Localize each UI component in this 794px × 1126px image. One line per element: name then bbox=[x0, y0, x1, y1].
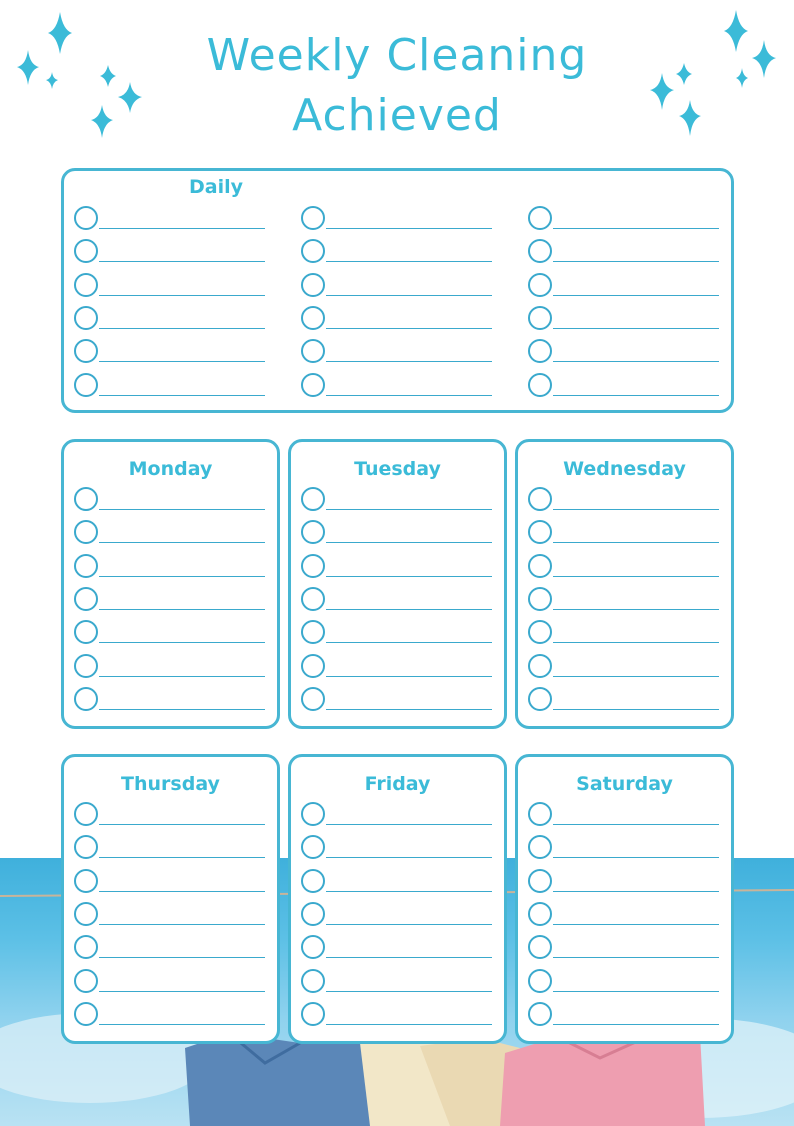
checklist-item bbox=[528, 687, 719, 711]
write-in-line[interactable] bbox=[99, 924, 265, 925]
page-title-line-1: Weekly Cleaning bbox=[206, 30, 588, 81]
write-in-line[interactable] bbox=[99, 1024, 265, 1025]
write-in-line[interactable] bbox=[326, 924, 492, 925]
checklist-item bbox=[301, 206, 492, 230]
write-in-line[interactable] bbox=[99, 576, 265, 577]
checkbox[interactable] bbox=[528, 935, 552, 959]
checklist-item bbox=[74, 373, 265, 397]
write-in-line[interactable] bbox=[553, 576, 719, 577]
write-in-line[interactable] bbox=[326, 576, 492, 577]
monday-card bbox=[61, 439, 280, 729]
write-in-line[interactable] bbox=[99, 709, 265, 710]
saturday-card bbox=[515, 754, 734, 1044]
write-in-line[interactable] bbox=[99, 261, 265, 262]
write-in-line[interactable] bbox=[553, 609, 719, 610]
checklist-item bbox=[301, 902, 492, 926]
checklist-item bbox=[301, 587, 492, 611]
write-in-line[interactable] bbox=[99, 361, 265, 362]
checklist-item bbox=[74, 902, 265, 926]
checkbox[interactable] bbox=[528, 902, 552, 926]
write-in-line[interactable] bbox=[553, 261, 719, 262]
checkbox[interactable] bbox=[528, 969, 552, 993]
write-in-line[interactable] bbox=[553, 957, 719, 958]
checklist-item bbox=[528, 802, 719, 826]
checkbox[interactable] bbox=[301, 869, 325, 893]
checklist-item bbox=[301, 1002, 492, 1026]
daily-card bbox=[61, 168, 734, 413]
checkbox[interactable] bbox=[301, 969, 325, 993]
checklist-item bbox=[74, 802, 265, 826]
checklist-item bbox=[74, 969, 265, 993]
write-in-line[interactable] bbox=[326, 361, 492, 362]
checklist-item bbox=[301, 802, 492, 826]
checkbox[interactable] bbox=[301, 654, 325, 678]
write-in-line[interactable] bbox=[99, 891, 265, 892]
checkbox[interactable] bbox=[528, 520, 552, 544]
write-in-line[interactable] bbox=[553, 1024, 719, 1025]
checklist-item bbox=[301, 239, 492, 263]
write-in-line[interactable] bbox=[326, 824, 492, 825]
checkbox[interactable] bbox=[528, 802, 552, 826]
checkbox[interactable] bbox=[301, 802, 325, 826]
write-in-line[interactable] bbox=[326, 957, 492, 958]
checkbox[interactable] bbox=[528, 306, 552, 330]
checklist-item bbox=[528, 835, 719, 859]
checkbox[interactable] bbox=[528, 339, 552, 363]
wednesday-card bbox=[515, 439, 734, 729]
checklist-item bbox=[74, 869, 265, 893]
checklist-item bbox=[301, 869, 492, 893]
write-in-line[interactable] bbox=[99, 609, 265, 610]
write-in-line[interactable] bbox=[553, 924, 719, 925]
write-in-line[interactable] bbox=[553, 509, 719, 510]
checkbox[interactable] bbox=[301, 554, 325, 578]
write-in-line[interactable] bbox=[553, 328, 719, 329]
wednesday-title: Wednesday bbox=[563, 458, 686, 480]
checkbox[interactable] bbox=[301, 835, 325, 859]
checklist-item bbox=[301, 273, 492, 297]
page-title bbox=[0, 26, 794, 146]
tuesday-card bbox=[288, 439, 507, 729]
checkbox[interactable] bbox=[528, 554, 552, 578]
write-in-line[interactable] bbox=[326, 542, 492, 543]
write-in-line[interactable] bbox=[326, 857, 492, 858]
checklist-item bbox=[301, 487, 492, 511]
write-in-line[interactable] bbox=[553, 295, 719, 296]
checkbox[interactable] bbox=[74, 1002, 98, 1026]
monday-title: Monday bbox=[128, 458, 213, 480]
checklist-item bbox=[528, 969, 719, 993]
checklist-item bbox=[74, 487, 265, 511]
write-in-line[interactable] bbox=[326, 1024, 492, 1025]
write-in-line[interactable] bbox=[99, 295, 265, 296]
checklist-item bbox=[301, 339, 492, 363]
checkbox[interactable] bbox=[74, 654, 98, 678]
write-in-line[interactable] bbox=[326, 509, 492, 510]
checklist-item bbox=[74, 306, 265, 330]
checklist-item bbox=[528, 869, 719, 893]
checklist-item bbox=[74, 835, 265, 859]
write-in-line[interactable] bbox=[553, 642, 719, 643]
checkbox[interactable] bbox=[528, 273, 552, 297]
checkbox[interactable] bbox=[301, 1002, 325, 1026]
checklist-item bbox=[74, 620, 265, 644]
checkbox[interactable] bbox=[301, 487, 325, 511]
checklist-item bbox=[528, 306, 719, 330]
checkbox[interactable] bbox=[74, 520, 98, 544]
checkbox[interactable] bbox=[74, 273, 98, 297]
write-in-line[interactable] bbox=[553, 676, 719, 677]
checklist-item bbox=[301, 654, 492, 678]
write-in-line[interactable] bbox=[326, 395, 492, 396]
write-in-line[interactable] bbox=[326, 261, 492, 262]
checkbox[interactable] bbox=[301, 206, 325, 230]
checkbox[interactable] bbox=[74, 902, 98, 926]
checkbox[interactable] bbox=[74, 835, 98, 859]
checkbox[interactable] bbox=[301, 520, 325, 544]
thursday-title: Thursday bbox=[121, 773, 220, 795]
checklist-item bbox=[528, 554, 719, 578]
write-in-line[interactable] bbox=[553, 709, 719, 710]
checklist-item bbox=[74, 239, 265, 263]
write-in-line[interactable] bbox=[326, 609, 492, 610]
friday-title: Friday bbox=[364, 773, 431, 795]
checklist-item bbox=[528, 339, 719, 363]
checklist-item bbox=[301, 620, 492, 644]
checklist-item bbox=[301, 935, 492, 959]
checkbox[interactable] bbox=[74, 554, 98, 578]
checklist-item bbox=[528, 654, 719, 678]
checklist-item bbox=[528, 520, 719, 544]
checklist-item bbox=[301, 520, 492, 544]
checkbox[interactable] bbox=[74, 969, 98, 993]
checkbox[interactable] bbox=[301, 306, 325, 330]
write-in-line[interactable] bbox=[99, 542, 265, 543]
checklist-item bbox=[301, 373, 492, 397]
checkbox[interactable] bbox=[528, 1002, 552, 1026]
write-in-line[interactable] bbox=[553, 991, 719, 992]
checklist-item bbox=[528, 273, 719, 297]
checkbox[interactable] bbox=[301, 373, 325, 397]
checkbox[interactable] bbox=[528, 869, 552, 893]
write-in-line[interactable] bbox=[99, 676, 265, 677]
checkbox[interactable] bbox=[528, 654, 552, 678]
daily-title: Daily bbox=[189, 176, 244, 198]
checklist-item bbox=[74, 1002, 265, 1026]
write-in-line[interactable] bbox=[99, 957, 265, 958]
write-in-line[interactable] bbox=[326, 676, 492, 677]
checkbox[interactable] bbox=[301, 687, 325, 711]
checkbox[interactable] bbox=[74, 239, 98, 263]
checkbox[interactable] bbox=[74, 373, 98, 397]
checkbox[interactable] bbox=[528, 835, 552, 859]
checkbox[interactable] bbox=[528, 487, 552, 511]
checkbox[interactable] bbox=[301, 273, 325, 297]
write-in-line[interactable] bbox=[99, 857, 265, 858]
checklist-item bbox=[528, 1002, 719, 1026]
write-in-line[interactable] bbox=[326, 709, 492, 710]
write-in-line[interactable] bbox=[99, 991, 265, 992]
friday-card bbox=[288, 754, 507, 1044]
write-in-line[interactable] bbox=[553, 228, 719, 229]
write-in-line[interactable] bbox=[553, 857, 719, 858]
checklist-item bbox=[74, 687, 265, 711]
checklist-item bbox=[301, 554, 492, 578]
write-in-line[interactable] bbox=[99, 509, 265, 510]
checklist-item bbox=[528, 487, 719, 511]
checkbox[interactable] bbox=[301, 935, 325, 959]
checkbox[interactable] bbox=[74, 587, 98, 611]
checklist-item bbox=[74, 587, 265, 611]
checklist-item bbox=[74, 339, 265, 363]
checklist-item bbox=[74, 554, 265, 578]
checkbox[interactable] bbox=[74, 487, 98, 511]
write-in-line[interactable] bbox=[99, 824, 265, 825]
write-in-line[interactable] bbox=[99, 395, 265, 396]
checkbox[interactable] bbox=[528, 587, 552, 611]
page-title-line-2: Achieved bbox=[292, 90, 502, 141]
checkbox[interactable] bbox=[301, 339, 325, 363]
checklist-item bbox=[301, 687, 492, 711]
checklist-item bbox=[74, 273, 265, 297]
checkbox[interactable] bbox=[528, 687, 552, 711]
checklist-item bbox=[528, 206, 719, 230]
write-in-line[interactable] bbox=[326, 328, 492, 329]
checklist-item bbox=[301, 306, 492, 330]
checkbox[interactable] bbox=[74, 620, 98, 644]
write-in-line[interactable] bbox=[99, 228, 265, 229]
checklist-item bbox=[528, 587, 719, 611]
write-in-line[interactable] bbox=[553, 395, 719, 396]
write-in-line[interactable] bbox=[553, 542, 719, 543]
checkbox[interactable] bbox=[74, 802, 98, 826]
tuesday-title: Tuesday bbox=[354, 458, 441, 480]
checklist-item bbox=[301, 969, 492, 993]
checkbox[interactable] bbox=[301, 902, 325, 926]
checkbox[interactable] bbox=[74, 206, 98, 230]
write-in-line[interactable] bbox=[326, 642, 492, 643]
checkbox[interactable] bbox=[74, 339, 98, 363]
write-in-line[interactable] bbox=[99, 642, 265, 643]
checklist-item bbox=[528, 620, 719, 644]
checklist-item bbox=[528, 239, 719, 263]
checkbox[interactable] bbox=[74, 935, 98, 959]
checklist-item bbox=[74, 206, 265, 230]
checkbox[interactable] bbox=[74, 869, 98, 893]
checklist-item bbox=[74, 654, 265, 678]
write-in-line[interactable] bbox=[326, 295, 492, 296]
checkbox[interactable] bbox=[528, 373, 552, 397]
write-in-line[interactable] bbox=[553, 891, 719, 892]
write-in-line[interactable] bbox=[326, 891, 492, 892]
write-in-line[interactable] bbox=[553, 361, 719, 362]
checkbox[interactable] bbox=[528, 239, 552, 263]
write-in-line[interactable] bbox=[553, 824, 719, 825]
checkbox[interactable] bbox=[301, 620, 325, 644]
write-in-line[interactable] bbox=[326, 228, 492, 229]
saturday-title: Saturday bbox=[576, 773, 673, 795]
checkbox[interactable] bbox=[301, 587, 325, 611]
checkbox[interactable] bbox=[74, 687, 98, 711]
checklist-item bbox=[528, 373, 719, 397]
thursday-card bbox=[61, 754, 280, 1044]
checkbox[interactable] bbox=[301, 239, 325, 263]
checkbox[interactable] bbox=[74, 306, 98, 330]
checkbox[interactable] bbox=[528, 206, 552, 230]
checklist-item bbox=[528, 902, 719, 926]
write-in-line[interactable] bbox=[99, 328, 265, 329]
write-in-line[interactable] bbox=[326, 991, 492, 992]
checklist-item bbox=[74, 935, 265, 959]
checkbox[interactable] bbox=[528, 620, 552, 644]
checklist-item bbox=[74, 520, 265, 544]
checklist-item bbox=[528, 935, 719, 959]
checklist-item bbox=[301, 835, 492, 859]
